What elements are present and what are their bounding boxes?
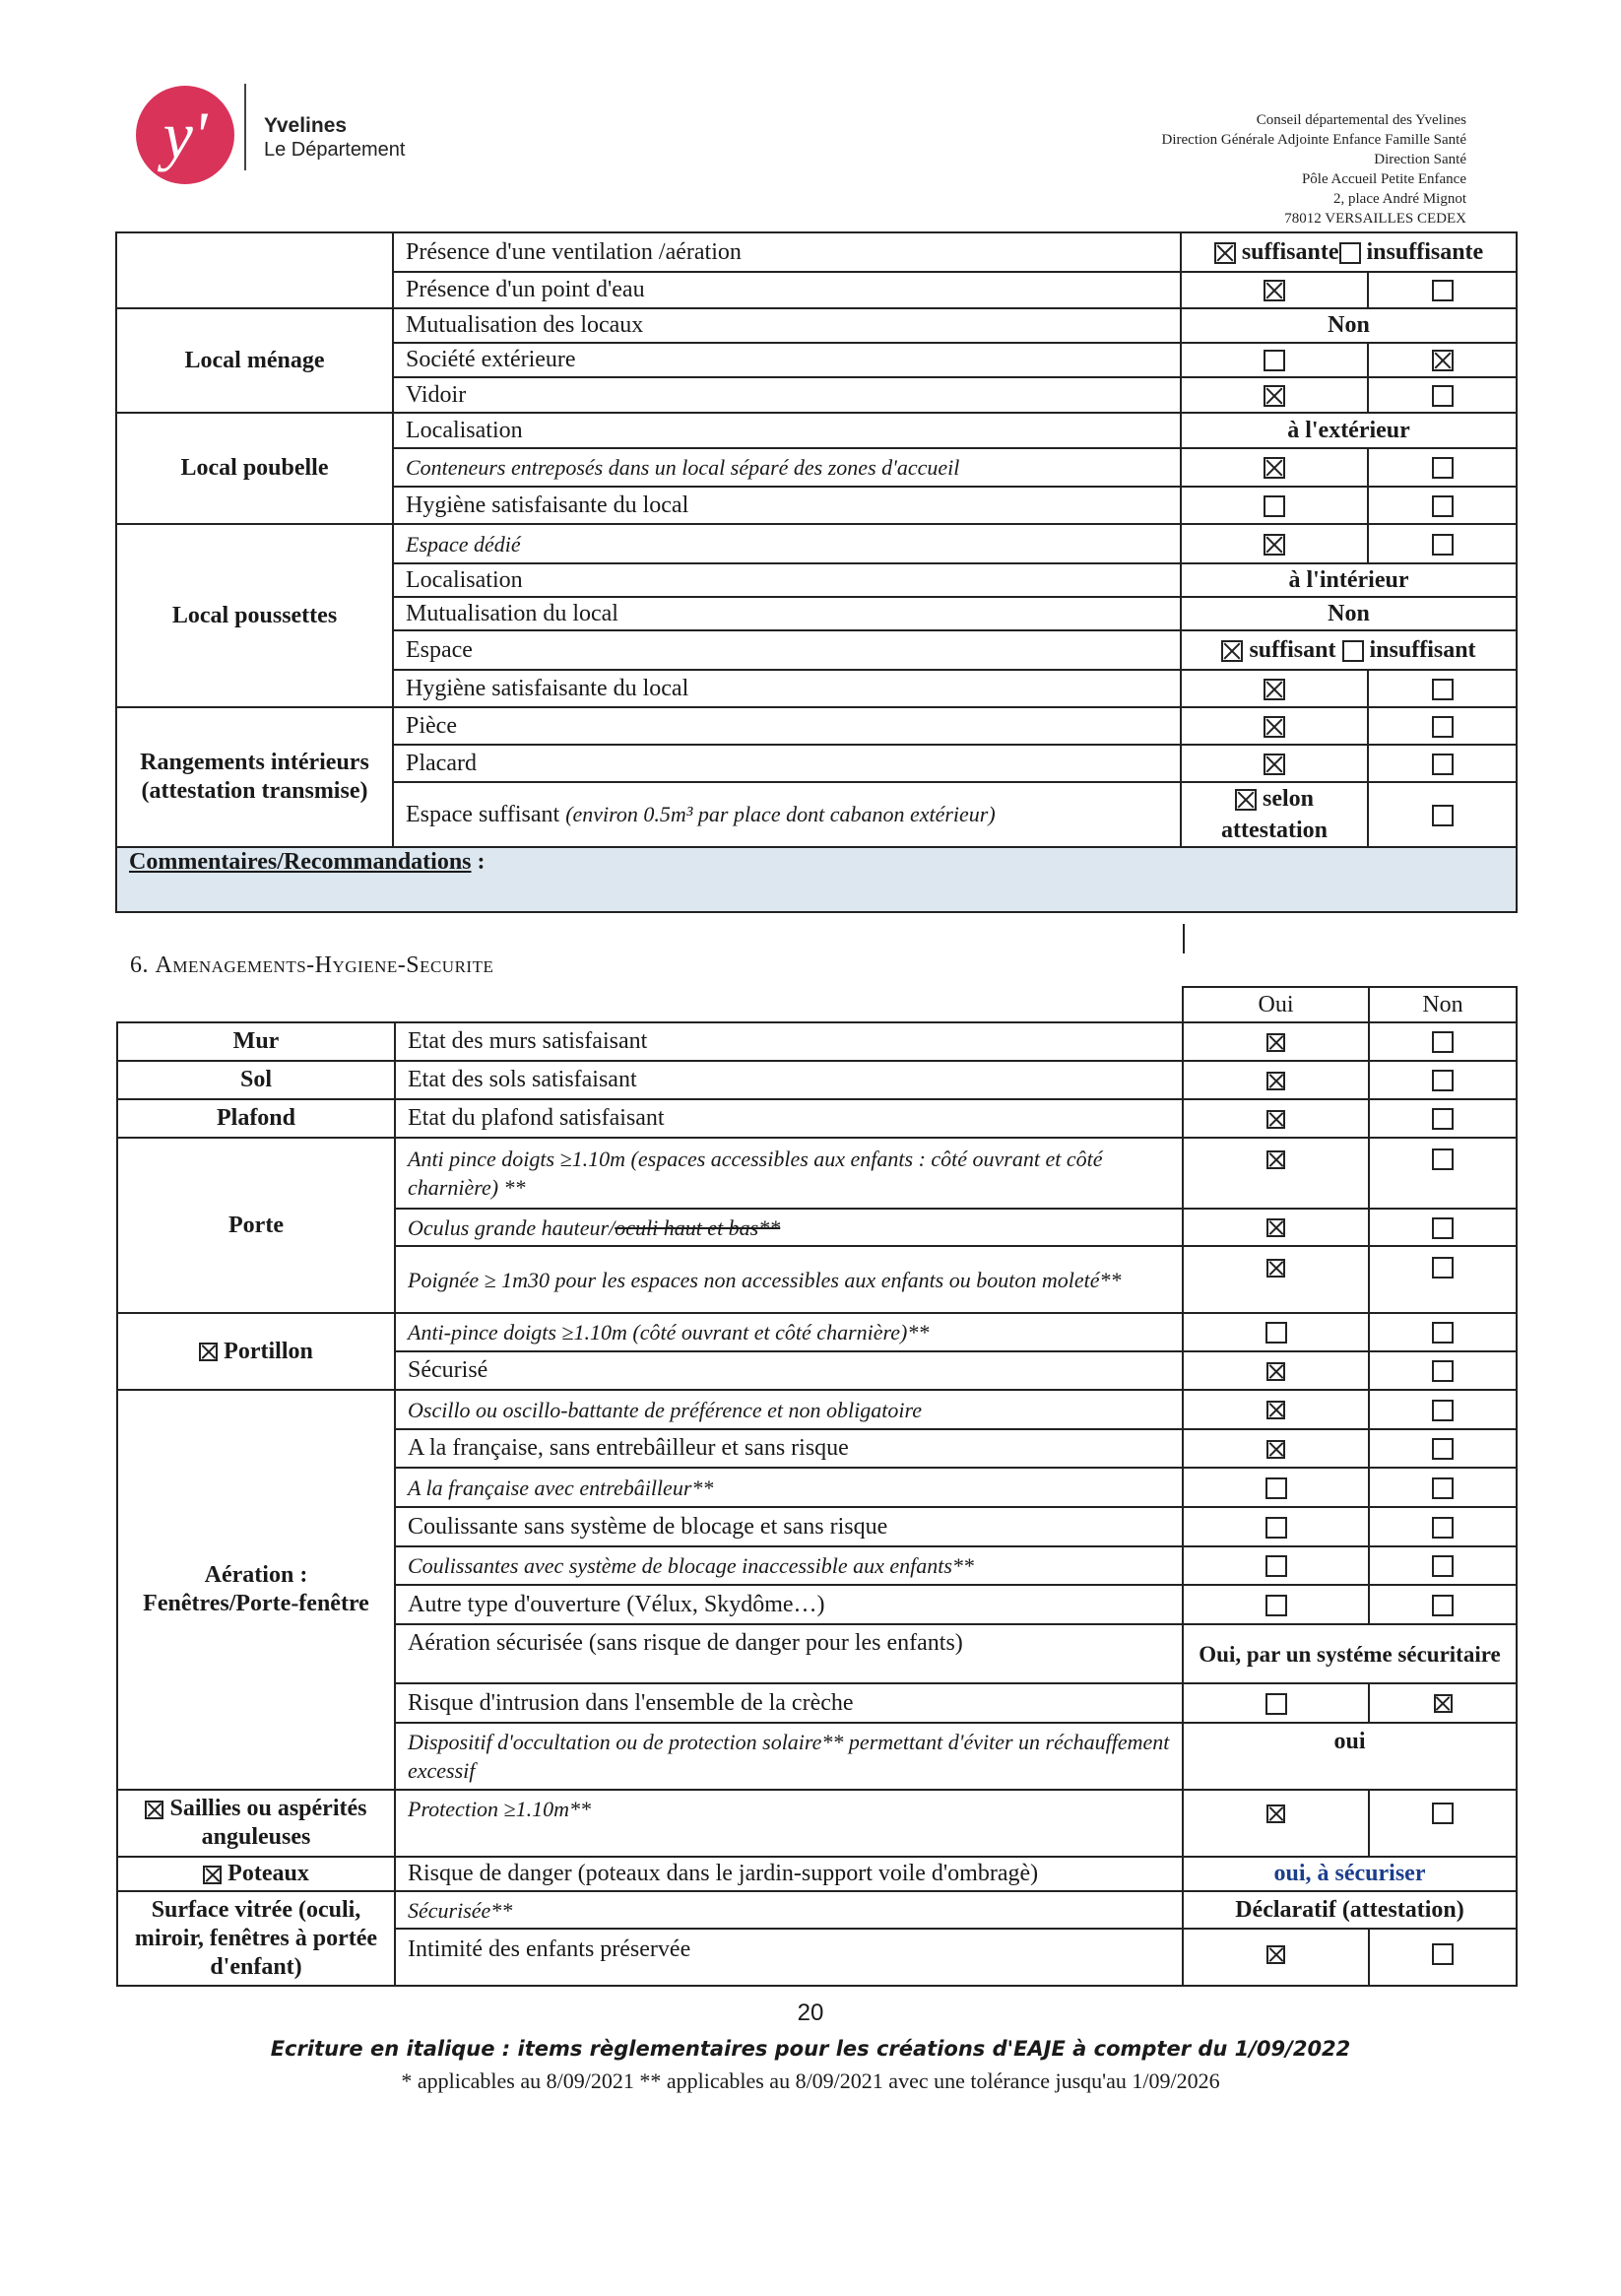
check-yes bbox=[1183, 1022, 1369, 1061]
item-hygiene: Hygiène satisfaisante du local bbox=[393, 487, 1181, 524]
check-no bbox=[1368, 343, 1517, 377]
check-yes bbox=[1183, 1429, 1369, 1468]
ventilation-choice bbox=[1181, 232, 1517, 272]
item-securisee: Sécurisée** bbox=[395, 1891, 1183, 1929]
check-yes bbox=[1183, 1313, 1369, 1351]
checkbox-checked-icon bbox=[203, 1866, 222, 1884]
checkbox-empty-icon bbox=[1265, 1322, 1287, 1344]
check-yes bbox=[1183, 1351, 1369, 1390]
check-yes bbox=[1181, 707, 1368, 745]
item-occultation: Dispositif d'occultation ou de protection solaire** permettant d'éviter un réchauffement excessif bbox=[395, 1723, 1183, 1790]
category-plafond: Plafond bbox=[117, 1099, 395, 1138]
value-oui: oui bbox=[1183, 1723, 1517, 1790]
check-no bbox=[1369, 1585, 1517, 1624]
option-label: insuffisante bbox=[1366, 238, 1484, 265]
category-poteaux bbox=[117, 1857, 395, 1891]
option-label: suffisante bbox=[1241, 238, 1339, 265]
check-no bbox=[1368, 377, 1517, 413]
category-mur: Mur bbox=[117, 1022, 395, 1061]
item-text: Oculus grande hauteur/ bbox=[408, 1214, 616, 1240]
footer-note-italic: Ecriture en italique : items règlementaires pour les créations d'EAJE à compter du 1/09/2022 bbox=[270, 2037, 1351, 2061]
checkbox-empty-icon bbox=[1342, 640, 1364, 662]
item-murs: Etat des murs satisfaisant bbox=[395, 1022, 1183, 1061]
page-number: 20 bbox=[797, 2000, 824, 2026]
item-francaise-entrebailleur: A la française avec entrebâilleur** bbox=[395, 1468, 1183, 1507]
logo-letter: y' bbox=[162, 98, 208, 172]
checkbox-empty-icon bbox=[1432, 495, 1454, 517]
checkbox-checked-icon bbox=[1266, 1945, 1285, 1964]
value-non: Non bbox=[1181, 308, 1517, 343]
category-local-poussettes: Local poussettes bbox=[116, 524, 393, 707]
item-note: (environ 0.5m³ par place dont cabanon extérieur) bbox=[565, 802, 996, 826]
item-sols: Etat des sols satisfaisant bbox=[395, 1061, 1183, 1099]
check-yes bbox=[1181, 377, 1368, 413]
checkbox-empty-icon bbox=[1432, 1217, 1454, 1239]
checkbox-empty-icon bbox=[1432, 1400, 1454, 1421]
checkbox-empty-icon bbox=[1432, 1108, 1454, 1130]
divider-line bbox=[1183, 924, 1185, 953]
check-no bbox=[1368, 487, 1517, 524]
item-aeration-securisee: Aération sécurisée (sans risque de danger pour les enfants) bbox=[395, 1624, 1183, 1683]
checkbox-empty-icon bbox=[1432, 1595, 1454, 1616]
checkbox-empty-icon bbox=[1432, 1031, 1454, 1053]
check-yes bbox=[1181, 745, 1368, 782]
check-no bbox=[1369, 1929, 1517, 1986]
checkbox-checked-icon bbox=[1264, 679, 1285, 700]
item-risque-danger: Risque de danger (poteaux dans le jardin-support voile d'ombragè) bbox=[395, 1857, 1183, 1891]
item-coulissante: Coulissante sans système de blocage et sans risque bbox=[395, 1507, 1183, 1546]
checkbox-empty-icon bbox=[1432, 716, 1454, 738]
checkbox-checked-icon bbox=[1266, 1440, 1285, 1459]
item-espace-suffisant bbox=[393, 782, 1181, 847]
item-espace: Espace bbox=[393, 630, 1181, 670]
item-text-struck: oculi haut et bas** bbox=[615, 1214, 781, 1240]
checkbox-checked-icon bbox=[1266, 1804, 1285, 1823]
section-title-text: Amenagements-Hygiene-Securite bbox=[155, 952, 494, 978]
address-line: 2, place André Mignot bbox=[1333, 191, 1466, 207]
checkbox-checked-icon bbox=[1266, 1218, 1285, 1237]
item-placard: Placard bbox=[393, 745, 1181, 782]
check-yes bbox=[1183, 1585, 1369, 1624]
checkbox-checked-icon bbox=[1264, 534, 1285, 556]
checkbox-empty-icon bbox=[1432, 679, 1454, 700]
category-sol: Sol bbox=[117, 1061, 395, 1099]
checkbox-empty-icon bbox=[1339, 242, 1361, 264]
item-coulissantes-blocage: Coulissantes avec système de blocage inaccessible aux enfants** bbox=[395, 1546, 1183, 1585]
value-exterieur: à l'extérieur bbox=[1181, 413, 1517, 448]
item-point-eau: Présence d'un point d'eau bbox=[393, 272, 1181, 308]
item-francaise: A la française, sans entrebâilleur et sans risque bbox=[395, 1429, 1183, 1468]
category-portillon bbox=[117, 1313, 395, 1390]
check-no bbox=[1368, 524, 1517, 563]
check-no bbox=[1369, 1546, 1517, 1585]
page-header bbox=[0, 0, 1621, 229]
checkbox-checked-icon bbox=[1266, 1033, 1285, 1052]
checkbox-checked-icon bbox=[1266, 1110, 1285, 1129]
check-yes bbox=[1181, 487, 1368, 524]
value-systeme: Oui, par un systéme sécuritaire bbox=[1183, 1624, 1517, 1683]
check-yes bbox=[1181, 448, 1368, 487]
comment-label: Commentaires/Recommandations bbox=[129, 849, 472, 875]
spacer bbox=[117, 987, 395, 1022]
checkbox-checked-icon bbox=[1264, 716, 1285, 738]
comment-colon: : bbox=[471, 849, 486, 875]
check-no bbox=[1369, 1099, 1517, 1138]
check-no bbox=[1369, 1468, 1517, 1507]
item-securise: Sécurisé bbox=[395, 1351, 1183, 1390]
check-no bbox=[1369, 1138, 1517, 1209]
item-text: Espace suffisant bbox=[406, 802, 560, 827]
item-protection: Protection ≥1.10m** bbox=[395, 1790, 1183, 1857]
checkbox-checked-icon bbox=[145, 1801, 163, 1819]
address-line: Conseil départemental des Yvelines bbox=[1256, 112, 1466, 128]
col-header-non: Non bbox=[1369, 987, 1517, 1022]
checkbox-checked-icon bbox=[1434, 1694, 1453, 1713]
check-no bbox=[1369, 1390, 1517, 1429]
checkbox-checked-icon bbox=[1264, 457, 1285, 479]
checkbox-empty-icon bbox=[1432, 805, 1454, 826]
checkbox-empty-icon bbox=[1264, 495, 1285, 517]
check-yes bbox=[1183, 1246, 1369, 1313]
item-espace-dedie: Espace dédié bbox=[393, 524, 1181, 563]
item-hygiene: Hygiène satisfaisante du local bbox=[393, 670, 1181, 707]
checkbox-empty-icon bbox=[1265, 1693, 1287, 1715]
logo-divider bbox=[244, 84, 246, 170]
checkbox-empty-icon bbox=[1432, 1477, 1454, 1499]
checkbox-empty-icon bbox=[1265, 1595, 1287, 1616]
checkbox-checked-icon bbox=[1266, 1150, 1285, 1169]
checkbox-empty-icon bbox=[1432, 1803, 1454, 1824]
check-yes bbox=[1183, 1209, 1369, 1246]
address-line: Direction Santé bbox=[1374, 152, 1466, 167]
check-no bbox=[1368, 670, 1517, 707]
option-label: insuffisant bbox=[1369, 636, 1476, 663]
value-interieur: à l'intérieur bbox=[1181, 563, 1517, 597]
category-rangements: Rangements intérieurs (attestation transmise) bbox=[116, 707, 393, 847]
item-intimite: Intimité des enfants préservée bbox=[395, 1929, 1183, 1986]
item-intrusion: Risque d'intrusion dans l'ensemble de la crèche bbox=[395, 1683, 1183, 1723]
check-no bbox=[1369, 1351, 1517, 1390]
check-yes bbox=[1183, 1546, 1369, 1585]
item-ventilation: Présence d'une ventilation /aération bbox=[393, 232, 1181, 272]
category-label: Poteaux bbox=[227, 1861, 309, 1886]
item-poignee: Poignée ≥ 1m30 pour les espaces non accessibles aux enfants ou bouton moleté** bbox=[395, 1246, 1183, 1313]
espace-choice bbox=[1181, 630, 1517, 670]
item-autre-ouverture: Autre type d'ouverture (Vélux, Skydôme…) bbox=[395, 1585, 1183, 1624]
item-vidoir: Vidoir bbox=[393, 377, 1181, 413]
checkbox-empty-icon bbox=[1432, 1360, 1454, 1382]
item-oculus bbox=[395, 1209, 1183, 1246]
logo-subtitle: Le Département bbox=[264, 139, 406, 161]
check-yes bbox=[1181, 272, 1368, 308]
check-no bbox=[1368, 782, 1517, 847]
value-declaratif: Déclaratif (attestation) bbox=[1183, 1891, 1517, 1929]
check-no bbox=[1368, 745, 1517, 782]
checkbox-empty-icon bbox=[1432, 1943, 1454, 1965]
checkbox-empty-icon bbox=[1432, 1517, 1454, 1539]
item-piece: Pièce bbox=[393, 707, 1181, 745]
value-attestation: selon attestation bbox=[1221, 786, 1328, 843]
checkbox-empty-icon bbox=[1432, 1438, 1454, 1460]
check-no bbox=[1369, 1022, 1517, 1061]
item-anti-pince: Anti pince doigts ≥1.10m (espaces accessibles aux enfants : côté ouvrant et côté charnière) ** bbox=[395, 1138, 1183, 1209]
check-yes-attestation bbox=[1181, 782, 1368, 847]
checkbox-empty-icon bbox=[1432, 1148, 1454, 1170]
address-line: 78012 VERSAILLES CEDEX bbox=[1284, 211, 1466, 227]
checkbox-checked-icon bbox=[1264, 280, 1285, 301]
checkbox-checked-icon bbox=[1221, 640, 1243, 662]
footer-note-dates: * applicables au 8/09/2021 ** applicables au 8/09/2021 avec une tolérance jusqu'au 1/09/2026 bbox=[401, 2068, 1220, 2093]
item-localisation: Localisation bbox=[393, 563, 1181, 597]
check-yes bbox=[1181, 524, 1368, 563]
checkbox-empty-icon bbox=[1432, 1322, 1454, 1344]
item-mutualisation-local: Mutualisation du local bbox=[393, 597, 1181, 630]
check-yes bbox=[1183, 1507, 1369, 1546]
category-aeration: Aération : Fenêtres/Porte-fenêtre bbox=[117, 1390, 395, 1790]
checkbox-checked-icon bbox=[1264, 754, 1285, 775]
checkbox-empty-icon bbox=[1432, 280, 1454, 301]
checkbox-checked-icon bbox=[199, 1343, 218, 1361]
check-no bbox=[1369, 1429, 1517, 1468]
checkbox-empty-icon bbox=[1265, 1477, 1287, 1499]
checkbox-checked-icon bbox=[1214, 242, 1236, 264]
col-header-oui: Oui bbox=[1183, 987, 1369, 1022]
check-no bbox=[1369, 1246, 1517, 1313]
check-no bbox=[1368, 448, 1517, 487]
check-yes bbox=[1183, 1390, 1369, 1429]
top-table bbox=[115, 231, 1518, 913]
item-conteneurs: Conteneurs entreposés dans un local séparé des zones d'accueil bbox=[393, 448, 1181, 487]
section-title bbox=[130, 952, 493, 979]
category-local-poubelle: Local poubelle bbox=[116, 413, 393, 524]
category-surface-vitree: Surface vitrée (oculi, miroir, fenêtres à portée d'enfant) bbox=[117, 1891, 395, 1986]
address-block bbox=[1162, 110, 1466, 229]
checkbox-empty-icon bbox=[1264, 350, 1285, 371]
item-localisation: Localisation bbox=[393, 413, 1181, 448]
value-non: Non bbox=[1181, 597, 1517, 630]
checkbox-empty-icon bbox=[1432, 1257, 1454, 1279]
check-yes bbox=[1183, 1138, 1369, 1209]
checkbox-empty-icon bbox=[1432, 1070, 1454, 1091]
check-yes bbox=[1183, 1099, 1369, 1138]
check-yes bbox=[1183, 1468, 1369, 1507]
spacer bbox=[395, 987, 1183, 1022]
check-no bbox=[1369, 1507, 1517, 1546]
checkbox-empty-icon bbox=[1432, 1555, 1454, 1577]
category-cell-empty bbox=[116, 232, 393, 308]
category-saillies bbox=[117, 1790, 395, 1857]
value-securiser: oui, à sécuriser bbox=[1183, 1857, 1517, 1891]
checkbox-checked-icon bbox=[1266, 1362, 1285, 1381]
item-mutualisation: Mutualisation des locaux bbox=[393, 308, 1181, 343]
check-yes bbox=[1181, 343, 1368, 377]
item-plafond: Etat du plafond satisfaisant bbox=[395, 1099, 1183, 1138]
checkbox-checked-icon bbox=[1432, 350, 1454, 371]
check-yes bbox=[1183, 1683, 1369, 1723]
check-no bbox=[1369, 1790, 1517, 1857]
check-no bbox=[1369, 1313, 1517, 1351]
item-societe-ext: Société extérieure bbox=[393, 343, 1181, 377]
comment-field[interactable] bbox=[116, 847, 1517, 912]
checkbox-checked-icon bbox=[1235, 789, 1257, 811]
check-no bbox=[1368, 707, 1517, 745]
address-line: Direction Générale Adjointe Enfance Famille Santé bbox=[1161, 132, 1466, 148]
category-porte: Porte bbox=[117, 1138, 395, 1313]
address-line: Pôle Accueil Petite Enfance bbox=[1301, 171, 1466, 187]
logo-name: Yvelines bbox=[264, 114, 348, 137]
section-number: 6. bbox=[130, 952, 156, 978]
checkbox-empty-icon bbox=[1265, 1555, 1287, 1577]
checkbox-checked-icon bbox=[1266, 1401, 1285, 1419]
checkbox-empty-icon bbox=[1432, 534, 1454, 556]
checkbox-empty-icon bbox=[1432, 385, 1454, 407]
item-anti-pince-portillon: Anti-pince doigts ≥1.10m (côté ouvrant et côté charnière)** bbox=[395, 1313, 1183, 1351]
check-no bbox=[1368, 272, 1517, 308]
checkbox-empty-icon bbox=[1432, 754, 1454, 775]
check-no bbox=[1369, 1683, 1517, 1723]
checkbox-checked-icon bbox=[1266, 1072, 1285, 1090]
check-no bbox=[1369, 1061, 1517, 1099]
item-oscillo: Oscillo ou oscillo-battante de préférence et non obligatoire bbox=[395, 1390, 1183, 1429]
check-yes bbox=[1181, 670, 1368, 707]
checkbox-empty-icon bbox=[1432, 457, 1454, 479]
check-yes bbox=[1183, 1929, 1369, 1986]
checkbox-checked-icon bbox=[1266, 1259, 1285, 1278]
category-local-menage: Local ménage bbox=[116, 308, 393, 413]
checkbox-checked-icon bbox=[1264, 385, 1285, 407]
check-no bbox=[1369, 1209, 1517, 1246]
check-yes bbox=[1183, 1790, 1369, 1857]
check-yes bbox=[1183, 1061, 1369, 1099]
checkbox-empty-icon bbox=[1265, 1517, 1287, 1539]
section6-table bbox=[116, 986, 1518, 1987]
category-label: Saillies ou aspérités anguleuses bbox=[169, 1796, 367, 1850]
category-label: Portillon bbox=[224, 1338, 313, 1364]
option-label: suffisant bbox=[1249, 636, 1336, 663]
